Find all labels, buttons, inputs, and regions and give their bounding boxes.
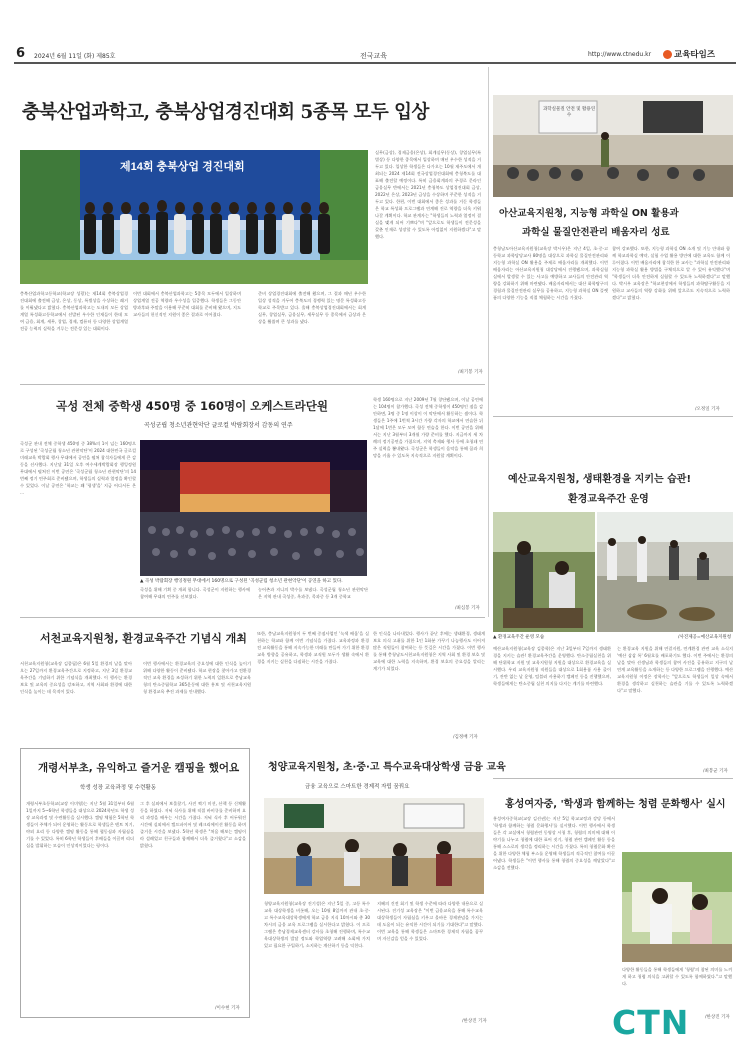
- orchestra-caption: ▲ 곡성 박람회장 행잉정원 무대에서 160명으로 구성된 '곡성군립 청소년 관현악단'이 공연을 하고 있다.: [140, 579, 343, 584]
- brand-mark-icon: [663, 50, 672, 59]
- left-divider-2: [20, 617, 485, 618]
- orchestra-credit: /최심봉 기자: [455, 606, 480, 611]
- ctn-logo: CTN: [612, 1003, 690, 1042]
- asan-body-col1: 충청남도아산교육지원청(교육장 박시우)은 지난 4일, 초·중·고등학교 과학담당교사 80명을 대상으로 과학실 물질안전관리와 지능형 과학실 ON 활용을 주제로 배움자리를 개최했다. 이번 배움자리는 아산교육지원청 대강당에서 진행됐으며, 과학실험실에서 발생할 수 있는 사고를 예방하고 교사들의 안전관리 역량을 강화하기 위해 마련됐다. 배움자리에서는 대산 화학탐구의 경험과 물질안전관리 실무를 공유하고, 지능형 과학실 ON 플랫폼의 다양한 기능을 직접 체험하는 시간을 가졌다.: [493, 246, 608, 300]
- asan-body-col2: 참여 강조했다. 또한, 지능형 과학실 ON 소개 및 기능 안내와 함께 학교과학실 예약, 실험 수업 활용 방안에 대한 교육도 함께 이루어졌다. 이번 배움자리에 참석한 한 교사는 "과학실 안전관리와 지능형 과학실 활용 방법을 구체적으로 알 수 있어 유익했다"며 "학생들이 더욱 안전하게 실험할 수 있도록 노력하겠다"고 말했다. 박시우 교육장은 "학교현장에서 학생들의 과학탐구활동을 지원하고 교사들의 역량 강화를 위해 앞으로도 지속적으로 노력하겠다"고 밝혔다.: [612, 246, 730, 300]
- top-article-body-col1: 충북산업과학고등학교(학교장 성광)는 제14회 충북상업경진대회에 출전해 금상, 은상, 동상, 특별상을 수상하는 쾌거를 이뤄냈다고 밝혔다. 충북산업과학고는 도내의 모든 상업계열 특성화고등학교에서 선발된 우수한 인재들이 한데 모여 금융, 회계, 세무, 창업, 경제, 컴퓨터 등 다양한 상업계열 전공 능력의 실력을 겨루는 전문성 있는 대회이다.: [20, 291, 128, 331]
- page-number: 6: [16, 46, 26, 61]
- classroom-finance-photo: [264, 798, 484, 894]
- seocheon-title: 서천교육지원청, 환경교육주간 기념식 개최: [40, 632, 247, 645]
- column-divider: [488, 67, 489, 617]
- issue-date: 2024년 6월 11일 (화) 제85호: [34, 53, 116, 60]
- photo-banner-text: 제14회 충북상업 경진대회: [120, 161, 245, 173]
- cheongyang-photo: [264, 798, 484, 894]
- header-rule: [14, 62, 736, 64]
- right-divider-2: [493, 778, 733, 779]
- top-article-body-col3: 준비 상업경진대회에 출전해 왔으며, 그 결과 매년 우수한 입상 성적을 거두어 충북도의 경쟁력 있는 명문 특성화고등학교로 주목받고 있다. 올해 충북상업경진대회에서는 회계실무, 창업실무, 금융실무, 세무실무 등 종목에서 금상과 은상을 휩쓸며 큰 성과를 냈다.: [258, 291, 366, 324]
- classroom-photo: [493, 95, 733, 197]
- asan-credit: /오정일 기자: [695, 407, 720, 412]
- brand-logo: [663, 48, 715, 60]
- gaeryeong-title: 개령서부초, 유익하고 즐거운 캠핑을 했어요: [38, 762, 240, 774]
- orchestra-subtitle: 곡성군립 청소년관현악단 글로컬 박람회장서 감동의 연주: [144, 422, 293, 429]
- gaeryeong-credit: /이수현 기자: [215, 1006, 240, 1011]
- yesan-caption-right: /사진제공=예산교육지원청: [678, 635, 732, 640]
- orchestra-photo: [140, 440, 367, 576]
- cheongyang-credit: /한상진 기자: [462, 1019, 487, 1024]
- seocheon-body-col1: 서천교육지원청(교육장 김종필)은 6월 5일 환경의 날을 맞아 오는 27일까지 환경교육주간으로 지정하고, 지난 3일 환경교육주간을 기념하기 위한 기념식을 개최했다. 이 행사는 환경 보호 및 교육의 중요성을 강조하고, 지역 사회와 환경에 대한 인식을 높이는 데 목적이 있다.: [20, 661, 132, 694]
- gaeryeong-subtitle: 학생 성장 교육과정 및 수련활동: [80, 785, 157, 791]
- orchestra-body-bottom-a: 곡성을 위해 기획 중 개최 합니다. 곡성군이 지원하는 행사에 참여해 무대의 연주를 선보였다.: [140, 587, 250, 599]
- asan-title-line2: 과학실 물질안전관리 배움자리 성료: [522, 227, 670, 238]
- brand-name: 교육타임즈: [674, 50, 716, 60]
- section-name: 전국교육: [360, 52, 388, 60]
- environment-photo-1: [493, 512, 595, 632]
- hongseong-title: 홍성여자중, '학생과 함께하는 청렴 문화행사' 실시: [505, 799, 726, 810]
- hongseong-body-col2: 다양한 활동들을 통해 학생들에게 '청렴'의 참된 의미를 느끼게 하고 청렴 의식을 고취할 수 있도록 함께하였다."고 말했다.: [622, 967, 732, 986]
- left-divider-1: [20, 384, 485, 385]
- top-article-credit: /최기봉 기자: [458, 370, 483, 375]
- right-divider-1: [493, 416, 733, 417]
- seocheon-body-col4: 한 인식을 나타내었다. 행사가 끝난 후에는 생태환경, 생태계 보호 의식 고취를 위한 1인 1화분 가꾸기 나눔행사도 이어져 많은 직원들이 참여하는 등 뜻깊은 시간을 가졌다. 이번 행사를 통해 충청남도서천교육지원청은 지역 사회 및 환경 보호 및 교육에 대한 노력을 지속하며, 환경 보호의 중요성을 알리는 계기가 되었다.: [373, 631, 485, 671]
- asan-screen-text: 과학실물질 안전 및 활용연수: [542, 107, 596, 118]
- cheongyang-subtitle: 금융 교육으로 스마트한 경제적 자립 꿈꿔요: [305, 784, 410, 790]
- gaeryeong-body-col2: 그 후 실외에서 보물찾기, 사진 찍기 미션, 산책 등 신체활동을 하였다. 저녁 식사를 위해 직접 바비큐를 준비하며 요리 과정을 배우는 시간을 가졌다. 저녁 식사 후 어두워진 시간에 실외에서 캠프파이어 및 레크리에이션 활동을 하며 즐거운 시간을 보냈다. 5학년 학생은 "처음 해보는 캠핑이라 설레었고 친구들과 함께해서 더욱 즐거웠다"고 소감을 밝혔다.: [140, 801, 246, 848]
- yesan-title-line2: 환경교육주간 운영: [568, 494, 649, 505]
- orchestra-body-bottom-b: 농어촌과 지니의 박수를 보냈다. 곡성군립 청소년 관현악단은 지역 관내 곡성중, 옥과중, 목과중 등 3개 중학교: [258, 587, 368, 599]
- gaeryeong-body-col1: 개령서부초등학교(교장 이미영)는 지난 5월 31일부터 6월 1일까지 5~6학년 학생들을 대상으로 2024학년도 학생 성장 교육과정 및 수련활동을 실시했다. 캠핑 체험은 5학년 학생들이 주체가 되어 운영하는 활동으로 학생들은 텐트 치기, 야외 요리 등 다양한 캠핑 활동을 통해 협동심과 자립심을 기를 수 있었다. 특히 6학년 학생들이 후배들을 이끌며 리더십을 발휘하는 모습이 인상적이었다는 평이다.: [26, 801, 134, 848]
- cheongyang-title: 청양교육지원청, 초·중·고 특수교육대상학생 금융 교육: [268, 762, 506, 773]
- cheongyang-body-col1: 청양교육지원청(교육장 진기성)은 지난 5일 중, 고등 특수교육 대상학생을 비롯해, 오는 10월 8일까지 관내 초·중·고 특수교육대상학생에게 학교 금융 지식 10차시와 총 30차시의 금융 교육 프로그램을 실시한다고 밝혔다. 이 프로그램은 충남경제교육센터 강사를 초청해 진행하며, 특수교육대상학생의 발달 정도와 학업역량 고려해 소회에 가치 있고 필요한 구입하기, 소지하는 계산하기 등을 익힌다.: [264, 901, 370, 948]
- site-url[interactable]: http://www.ctnedu.kr: [588, 51, 652, 58]
- yesan-photo-left: [493, 512, 595, 632]
- hongseong-body-col1: 홍성여자중학교(교장 김선권)는 지난 5일 학교교정과 강당 등에서 '학생과 함께하는 청렴 문화행사'를 실시했다. 이번 행사에서 학생들은 각 교실에서 청렴관련 동영상 시청 후, 청렴의 의미에 대해 이야기를 나누고 청렴에 대한 표어 짓기, 청렴 관련 캠페인 활동 등을 통해 스스로의 생각을 정리하는 시간을 가졌다. 특히 청렴문화 확산을 위한 다양한 체험 부스를 운영해 학생들의 적극적인 참여를 이끌어냈다. 학생들은 "이번 행사를 통해 청렴의 중요성을 깨달았다"고 소감을 전했다.: [493, 816, 615, 870]
- concert-photo: [140, 440, 367, 576]
- yesan-photo-right: [597, 512, 733, 632]
- asan-photo: [493, 95, 733, 197]
- top-article-body-col4: 실무(금상), 경제금융(은상), 회계실무(동상), 창업실무(특별상) 등 다양한 종목에서 입상하며 매년 우수한 성적을 거두고 있다. 입상한 학생들은 다가오는 10월 제주도에서 개최되는 2024 제14회 전국상업경진대회에 충청북도를 대표해 출전할 예정이다. 특히 금융회계과의 주경로 문라인 금융실무 반에서는 2021년 충청북도 상업경진대회 금상, 2022년 은상, 2023년 금상을 수상하며 꾸준한 성적을 거두고 있다. 한편, 이번 대회에서 좋은 성과를 거둔 학생들은 학교 특성화 프로그램과 연계해 진로 역량을 더욱 키워 나갈 계획이다. 학교 관계자는 "학생들의 노력과 열정이 결실을 맺게 되어 기쁘다"며 "앞으로도 학생들이 전문성을 갖춘 인재로 성장할 수 있도록 아낌없이 지원하겠다"고 말했다.: [375, 150, 481, 239]
- yesan-credit: /최봉균 기자: [703, 769, 728, 774]
- asan-title-line1: 아산교육지원청, 지능형 과학실 ON 활용과: [499, 208, 679, 219]
- orchestra-body-right: 학생 160명으로 지난 2009년 7월 창단됐으며, 이날 공연에는 104명이 참가했다. 곡성 전체 중학생이 450명인 점을 감안하면, 3명 중 1명 이상이 이 악단에서 활동하는 셈이다. 학생들은 1주에 1번씩 3시간 가량 각자의 학교에서 연습한 뒤 1달에 1번은 모두 모여 합동 연습을 한다. 이번 공연을 위해서는 지난 3월부터 3개월 가량 준비를 했다. 지금까지 세 차례의 정기공연을 가졌으며, 지역 축제와 행사 등에 초청돼 연주 실력을 뽐내왔다. 곡성군은 학생들이 음악을 통해 꿈과 희망을 키울 수 있도록 지속적으로 지원할 계획이다.: [373, 397, 483, 458]
- seocheon-body-col3: 또한, 충남교육지원청이 두 번째 중점사업인 '녹색 배움'을 실천하는 학교와 함께 이번 기념식을 가졌다. 교육과정과 환경 전 교육활동을 통해 지속가능한 미래를 만들어 가기 위한 환경교육 방향을 공유하고, 학생과 교직원 모두가 생활 속에서 환경을 지키는 실천을 다짐하는 시간을 가졌다.: [257, 631, 369, 664]
- integrity-event-photo: [622, 852, 732, 962]
- hongseong-credit: /한상진 기자: [705, 1015, 730, 1020]
- hongseong-photo: [622, 852, 732, 962]
- top-article-body-col2: 이번 대회에서 충북산업과학고는 5종목 모두에서 입상하며 상업계열 전공 역량과 우수성을 입증했다. 학생들은 그동안 방과후와 주말을 이용해 꾸준히 대회를 준비해 왔으며, 지도교사들의 헌신적인 지원이 좋은 결과로 이어졌다.: [133, 291, 241, 317]
- orchestra-body-left: 곡성군 관내 전체 중학생 450명 중 38%의 1이 넘는 160명으로 구성된 '곡성군립 청소년 관현악단'이 2024 대한민국 글로컬 미래교육 박람회 행사 무대에서 공연을 펼쳐 참석자들에게 큰 감동을 선사했다. 지난달 31일 오후 여수세계박람회장 행잉정원 무대에서 펼쳐진 이번 공연은 '곡성군립 청소년 관현악단'의 14번째 정기 연주회로 준비됐으며, 학생들의 실력과 열정을 확인할 수 있었다. 이날 공연은 '학교는 왜 '평생'을' 지금 어디서든 온 ...: [20, 441, 136, 495]
- environment-photo-2: [597, 512, 733, 632]
- cheongyang-body-col2: 지혜의 건전 회기 및 학생 수준에 따라 다양한 내용으로 실시된다. 진기성 교육장은 "이번 금융교육을 통해 특수교육대상학생들이 자립심을 키우고 올바른 경제관념을 가지는 데 도움이 되는 유익한 시간이 되기를 기대한다"고 말했다. 이번 교육을 통해 학생들은 스마트한 경제적 자립을 꿈꾸며 자신감을 얻을 수 있었다.: [377, 901, 483, 941]
- top-article-title: 충북산업과학고, 충북상업경진대회 5종목 모두 입상: [22, 102, 429, 123]
- orchestra-title: 곡성 전체 중학생 450명 중 160명이 오케스트라단원: [56, 399, 328, 413]
- seocheon-body-col2: 이번 행사에서는 환경교육의 중요성에 대한 인식을 높이기 위해 다양한 활동이 준비됐다. 학교 현장을 찾아가고 전환경적인 교육 환경을 조성하기 위한 노력의 일환으로 충남교육청의 탄소중립학교 365운동에 대한 홍보 및 서천교육지원청 환경교육 추진 과제를 안내했다.: [143, 661, 251, 694]
- top-article-photo: [20, 150, 368, 284]
- yesan-body-col2: 는 환경교육 지원을 위해 연결지원, 연계환경 관련 교육 소식지 '예산 삼삼 톡' 6월호를 배포하기도 했다. 이번 주에서는 환경의 날을 맞아 선생님과 학생들의 참여 사진을 공유하고 지구의 날 연계 교육활동을 소개하는 등 다양한 프로그램을 진행했다. 예산교육지원청 이정은 장학사는 "앞으로도 학생들이 일상 속에서 환경을 생각하고 실천하는 습관을 기를 수 있도록 노력하겠다"고 말했다.: [617, 646, 733, 693]
- yesan-body-col1: 예산교육지원청(교육장 김종학)은 지난 3일부터 7일까지 생태환경을 지키는 습관! 환경교육주간을 운영했다. 탄소중립실천을 위해 단위학교 지원 및 교육지원청 지원을 대상으로 환경교육을 실시했다. 우리 교육지원청 직원들을 대상으로 1회용품 사용 줄이기, 잔반 없는 날 운영, 텀블러 사용하기 캠페인 등을 진행했으며, 학생들에게는 탄소중립 실천 의지를 다지는 계기를 마련했다.: [493, 646, 611, 686]
- yesan-title-line1: 예산교육지원청, 생태환경을 지키는 습관!: [508, 474, 692, 485]
- yesan-caption-left: ▲ 환경교육주간 운영 모습: [493, 635, 545, 640]
- seocheon-credit: /김정배 기자: [453, 735, 478, 740]
